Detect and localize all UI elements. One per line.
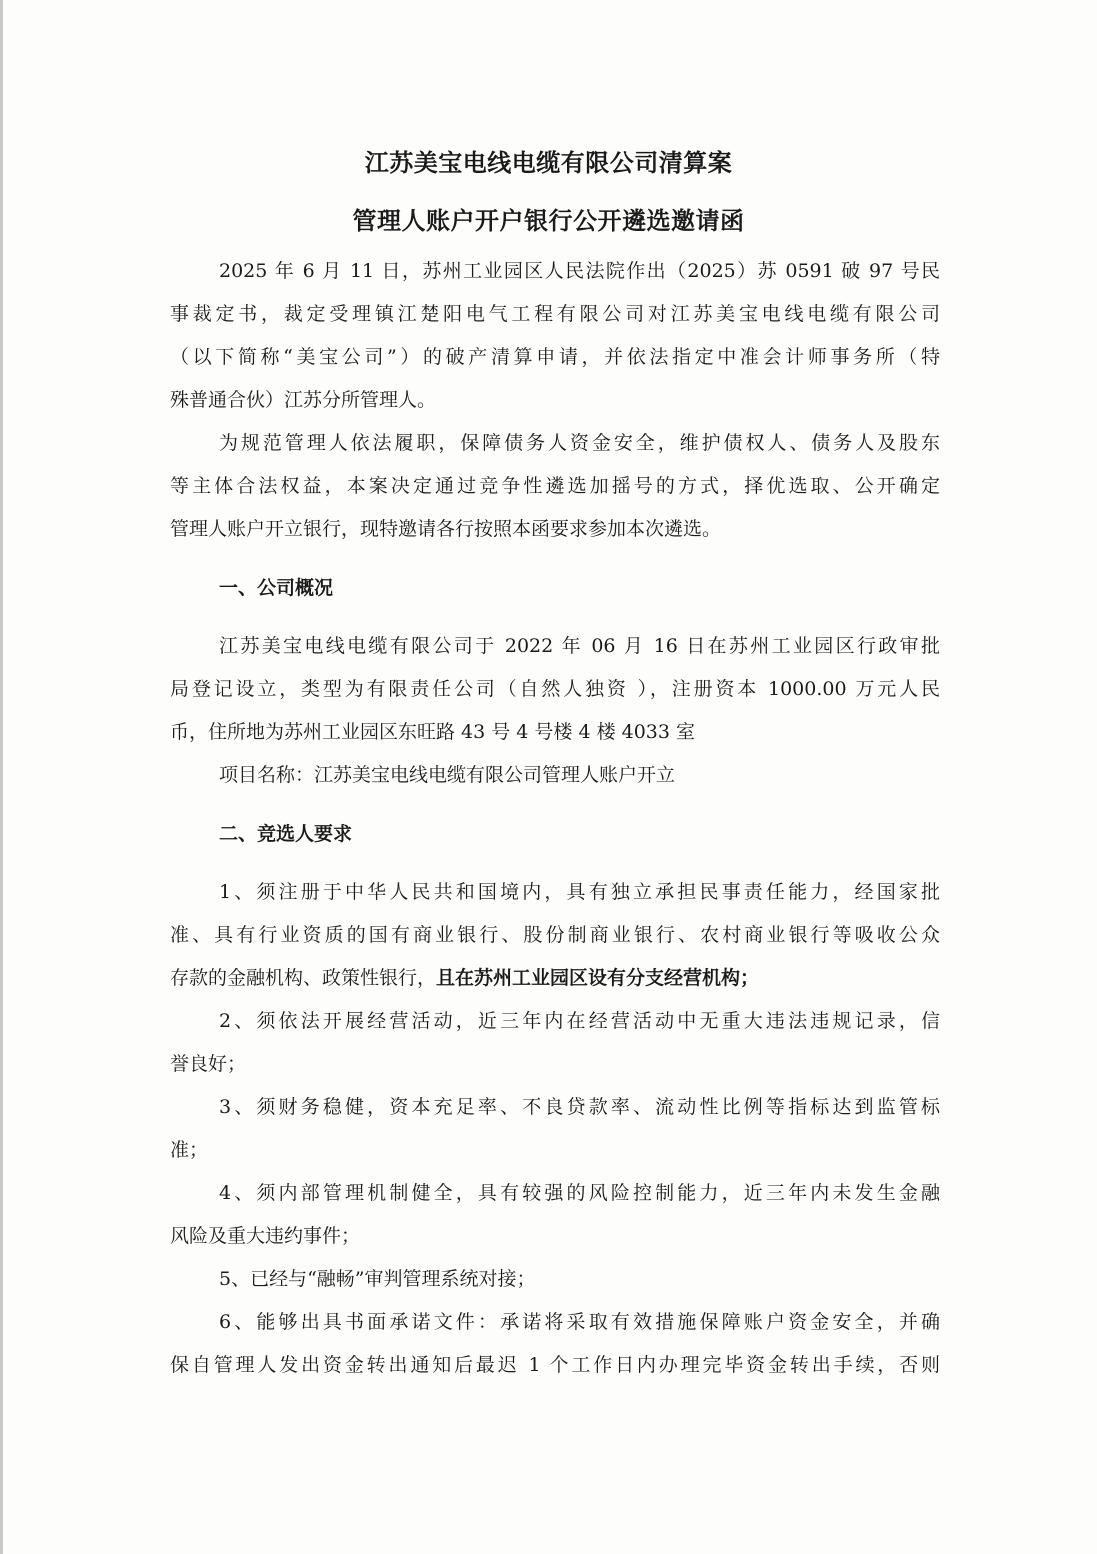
section-heading-bidder-requirements: 二、竞选人要求 bbox=[219, 823, 353, 845]
requirement-1-line bbox=[170, 966, 940, 990]
requirement-3-line: 准； bbox=[170, 1139, 209, 1161]
project-name: 项目名称：江苏美宝电线电缆有限公司管理人账户开立 bbox=[219, 764, 676, 786]
document-title-line2: 管理人账户开户银行公开遴选邀请函 bbox=[352, 206, 745, 235]
requirement-2-line: 誉良好； bbox=[170, 1053, 247, 1075]
purpose-line: 等主体合法权益，本案决定通过竞争性遴选加摇号的方式，择优选取、公开确定 bbox=[170, 475, 940, 497]
overview-line: 币，住所地为苏州工业园区东旺路 43 号 4 号楼 4 楼 4033 室 bbox=[170, 721, 696, 743]
intro-line: 2025 年 6 月 11 日，苏州工业园区人民法院作出（2025）苏 0591 破 97 号民 bbox=[219, 260, 940, 282]
overview-line: 局登记设立，类型为有限责任公司（自然人独资 ），注册资本 1000.00 万元人民 bbox=[170, 678, 940, 700]
document-title-line1: 江苏美宝电线电缆有限公司清算案 bbox=[364, 148, 733, 177]
overview-line: 江苏美宝电线电缆有限公司于 2022 年 06 月 16 日在苏州工业园区行政审批 bbox=[219, 635, 940, 657]
purpose-line: 管理人账户开立银行，现特邀请各行按照本函要求参加本次遴选。 bbox=[170, 518, 722, 540]
requirement-4-line: 4、须内部管理机制健全，具有较强的风险控制能力，近三年内未发生金融 bbox=[219, 1182, 940, 1204]
requirement-1-line: 1、须注册于中华人民共和国境内，具有独立承担民事责任能力，经国家批 bbox=[219, 881, 940, 903]
requirement-1-text: 存款的金融机构、政策性银行， bbox=[170, 967, 437, 989]
requirement-1-line: 准、具有行业资质的国有商业银行、股份制商业银行、农村商业银行等吸收公众 bbox=[170, 924, 940, 946]
purpose-line: 为规范管理人依法履职，保障债务人资金安全，维护债权人、债务人及股东 bbox=[219, 432, 940, 454]
requirement-3-line: 3、须财务稳健，资本充足率、不良贷款率、流动性比例等指标达到监管标 bbox=[219, 1096, 940, 1118]
intro-line: （以下简称“美宝公司”）的破产清算申请，并依法指定中准会计师事务所（特 bbox=[170, 346, 940, 368]
requirement-4-line: 风险及重大违约事件； bbox=[170, 1225, 361, 1247]
requirement-5-line: 5、已经与“融畅”审判管理系统对接； bbox=[219, 1268, 536, 1290]
section-heading-company-overview: 一、公司概况 bbox=[219, 577, 334, 599]
requirement-6-line: 保自管理人发出资金转出通知后最迟 1 个工作日内办理完毕资金转出手续，否则 bbox=[170, 1354, 940, 1376]
requirement-2-line: 2、须依法开展经营活动，近三年内在经营活动中无重大违法违规记录，信 bbox=[219, 1010, 940, 1032]
requirement-1-emphasis: 且在苏州工业园区设有分支经营机构； bbox=[436, 967, 760, 989]
intro-line: 殊普通合伙）江苏分所管理人。 bbox=[170, 389, 437, 411]
requirement-6-line: 6、能够出具书面承诺文件：承诺将采取有效措施保障账户资金安全，并确 bbox=[219, 1311, 940, 1333]
intro-line: 事裁定书，裁定受理镇江楚阳电气工程有限公司对江苏美宝电线电缆有限公司 bbox=[170, 303, 940, 325]
